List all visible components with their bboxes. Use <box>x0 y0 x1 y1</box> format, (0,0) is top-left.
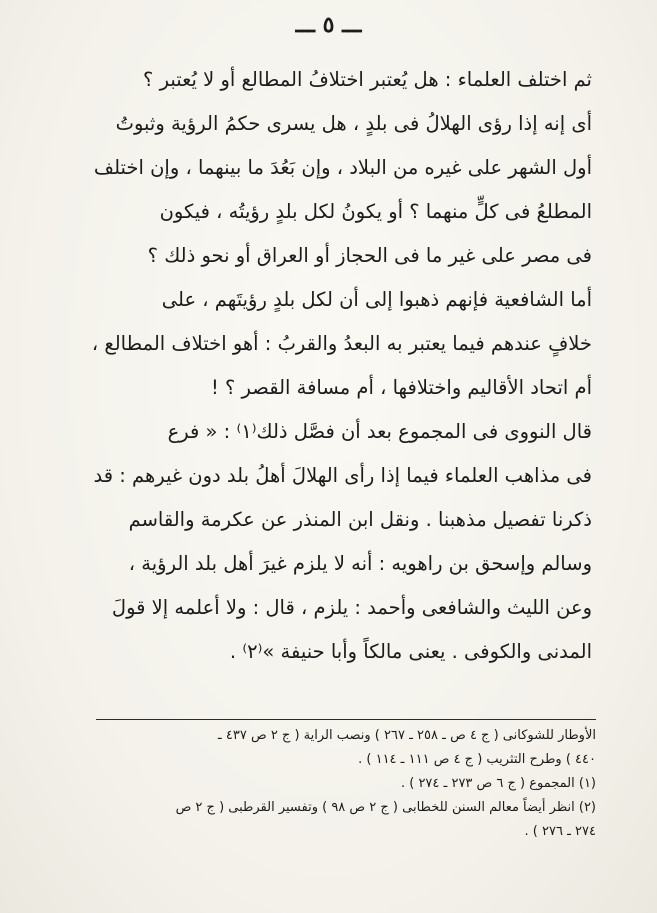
text-line-9: قال النووى فى المجموع بعد أن فصَّل ذلك⁽١⁾ : « فرع <box>167 420 592 443</box>
text-line-3: أول الشهر على غيره من البلاد ، وإن بَعُدَ ما بينهما ، وإن اختلف <box>93 156 592 179</box>
paragraph-2 <box>62 278 592 410</box>
text-line-6: أما الشافعية فإنهم ذهبوا إلى أن لكل بلدٍ رؤيتَهم ، على <box>161 288 592 311</box>
text-line-1: ثم اختلف العلماء : هل يُعتبر اختلافُ المطالع أو لا يُعتبر ؟ <box>143 68 592 91</box>
text-line-2: أى إنه إذا رؤى الهلالُ فى بلدٍ ، هل يسرى حكمُ الرؤية وثبوتُ <box>115 112 592 135</box>
footnote-line-5: ٢٧٤ ـ ٢٧٦ ) . <box>524 824 596 839</box>
footnote-line-4: (٢) انظر أيضاً معالم السنن للخطابى ( ج ٢ ص ٩٨ ) وتفسير القرطبى ( ج ٢ ص <box>175 800 596 815</box>
text-line-8: أم اتحاد الأقاليم واختلافها ، أم مسافة القصر ؟ ! <box>210 376 592 399</box>
text-line-5: فى مصر على غير ما فى الحجاز أو العراق أو نحو ذلك ؟ <box>147 244 592 267</box>
text-line-7: خلافٍ عندهم فيما يعتبر به البعدُ والقربُ : أهو اختلاف المطالع ، <box>91 332 592 355</box>
text-line-13: وعن الليث والشافعى وأحمد : يلزم ، قال : ولا أعلمه إلا قولَ <box>111 596 592 619</box>
paragraph-3 <box>62 410 592 674</box>
paragraph-1 <box>62 58 592 278</box>
footnote-separator <box>96 719 596 720</box>
text-line-4: المطلعُ فى كلٍّ منهما ؟ أو يكونُ لكل بلدٍ رؤيتُه ، فيكون <box>159 200 592 223</box>
footnotes <box>96 724 596 844</box>
footnote-line-1: الأوطار للشوكانى ( ج ٤ ص ـ ٢٥٨ ـ ٢٦٧ ) ونصب الراية ( ج ٢ ص ٤٣٧ ـ <box>217 728 596 743</box>
page-number: ـــ ٥ ـــ <box>295 12 362 38</box>
text-line-14: المدنى والكوفى . يعنى مالكاً وأبا حنيفة »⁽٢⁾ . <box>229 640 592 663</box>
footnote-line-2: ٤٤٠ ) وطرح التثريب ( ج ٤ ص ١١١ ـ ١١٤ ) . <box>358 752 596 767</box>
text-line-12: وسالم وإسحق بن راهويه : أنه لا يلزم غيرَ أهل بلد الرؤية ، <box>128 552 592 575</box>
main-text <box>62 58 592 674</box>
text-line-10: فى مذاهب العلماء فيما إذا رأى الهلالَ أهلُ بلد دون غيرهم : قد <box>93 464 592 487</box>
text-line-11: ذكرنا تفصيل مذهبنا . ونقل ابن المنذر عن عكرمة والقاسم <box>128 508 592 531</box>
footnote-line-3: (١) المجموع ( ج ٦ ص ٢٧٣ ـ ٢٧٤ ) . <box>400 776 596 791</box>
